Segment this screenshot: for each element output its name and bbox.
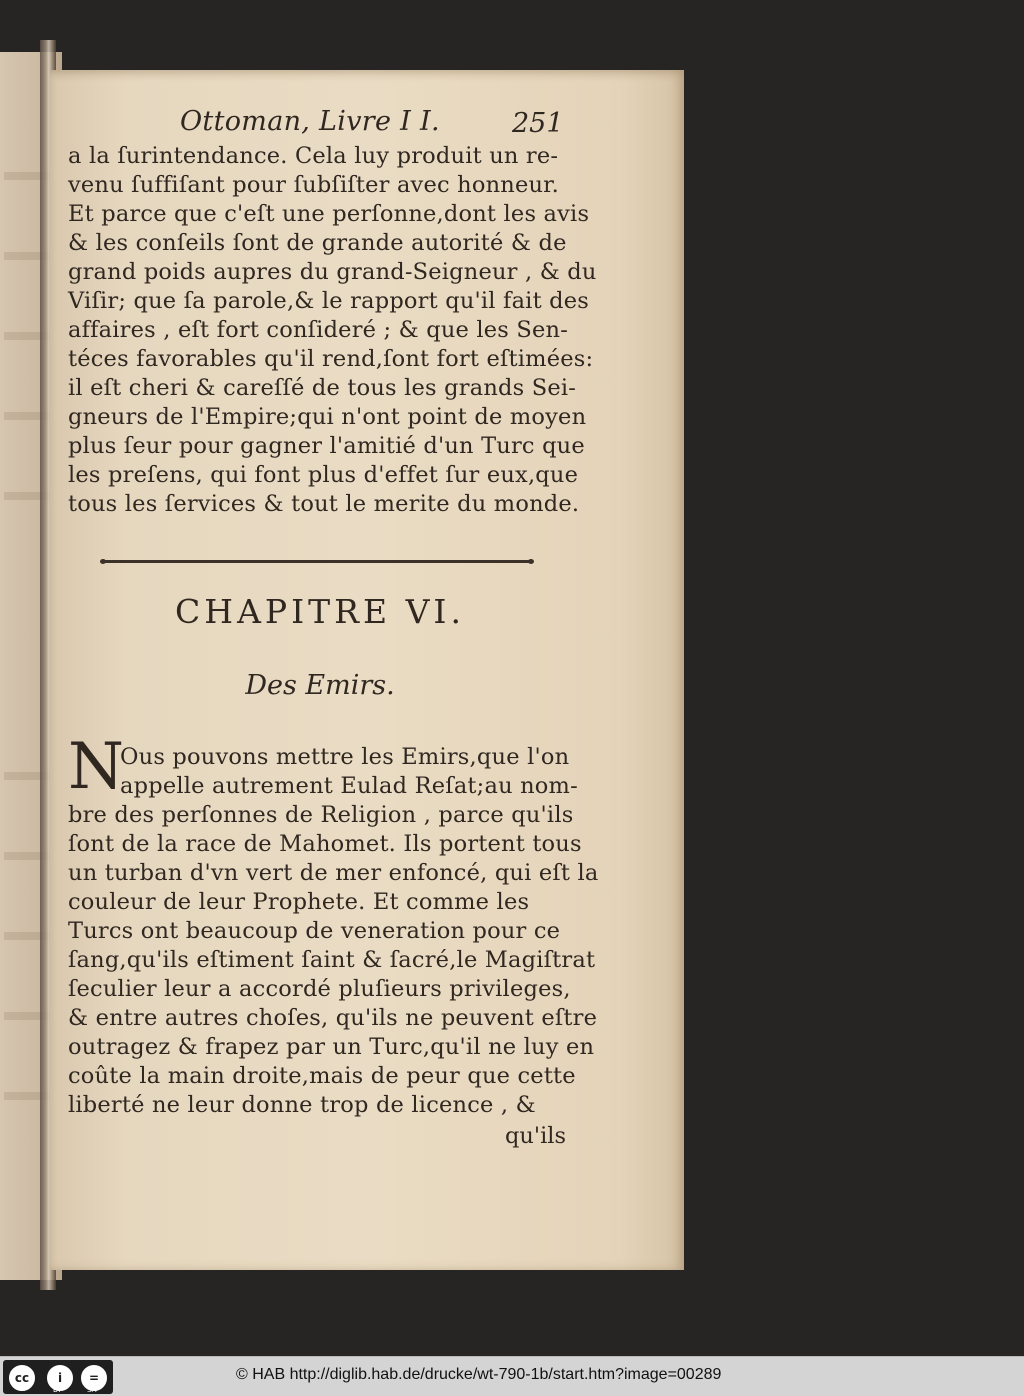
text-line: gneurs de l'Empire;qui n'ont point de moyen — [68, 404, 587, 430]
text-line: affaires , eſt fort conſideré ; & que les Sen- — [68, 317, 569, 343]
text-line: coûte la main droite,mais de peur que cette — [68, 1063, 576, 1089]
text-line: a la ſurintendance. Cela luy produit un re- — [68, 143, 559, 169]
cc-icon: cc — [7, 1363, 37, 1393]
text-line: ſang,qu'ils eſtiment ſaint & ſacré,le Magiſtrat — [68, 947, 596, 973]
text-line: il eſt cheri & careſſé de tous les grands Sei- — [68, 375, 577, 401]
text-line: ſeculier leur a accordé pluſieurs privileges, — [68, 976, 571, 1002]
text-line: un turban d'vn vert de mer enfoncé, qui eſt la — [68, 860, 599, 886]
page-number: 251 — [512, 108, 564, 139]
text-line: plus ſeur pour gagner l'amitié d'un Turc que — [68, 433, 585, 459]
by-label: BY — [53, 1386, 62, 1394]
text-line: & les conſeils ſont de grande autorité & de — [68, 230, 567, 256]
text-line: les preſens, qui font plus d'effet ſur eux,que — [68, 462, 579, 488]
sa-label: SA — [87, 1386, 97, 1394]
ornamental-rule — [103, 560, 531, 563]
text-line: ſont de la race de Mahomet. Ils portent tous — [68, 831, 582, 857]
text-line: liberté ne leur donne trop de licence , & — [68, 1092, 536, 1118]
text-line: outragez & frapez par un Turc,qu'il ne luy en — [68, 1034, 595, 1060]
text-line: & entre autres choſes, qu'ils ne peuvent eſtre — [68, 1005, 598, 1031]
section-title: Des Emirs. — [245, 670, 395, 701]
text-line: téces favorables qu'il rend,ſont fort eſtimées: — [68, 346, 594, 372]
text-line: Ous pouvons mettre les Emirs,que l'on — [120, 744, 570, 770]
drop-cap: N — [68, 730, 124, 804]
text-line: venu ſuffiſant pour ſubſiſter avec honneur. — [68, 172, 559, 198]
credit-link[interactable]: © HAB http://diglib.hab.de/drucke/wt-790-1b/start.htm?image=00289 — [236, 1366, 722, 1383]
footer-bar — [0, 1356, 1024, 1396]
text-line: Viſir; que ſa parole,& le rapport qu'il fait des — [68, 288, 590, 314]
catchword: qu'ils — [505, 1123, 567, 1149]
cc-license-badge[interactable] — [3, 1360, 113, 1394]
book-page — [50, 70, 684, 1270]
running-head: Ottoman, Livre I I. — [180, 106, 440, 137]
text-line: bre des perſonnes de Religion , parce qu'ils — [68, 802, 574, 828]
sa-share-alike-icon: = — [79, 1363, 109, 1393]
chapter-title: CHAPITRE VI. — [175, 592, 465, 631]
text-line: couleur de leur Prophete. Et comme les — [68, 889, 530, 915]
text-line: grand poids aupres du grand-Seigneur , & du — [68, 259, 597, 285]
by-attribution-icon: i — [45, 1363, 75, 1393]
text-line: Et parce que c'eſt une perſonne,dont les avis — [68, 201, 590, 227]
text-line: appelle autrement Eulad Reſat;au nom- — [120, 773, 578, 799]
text-line: Turcs ont beaucoup de veneration pour ce — [68, 918, 561, 944]
text-line: tous les ſervices & tout le merite du monde. — [68, 491, 580, 517]
